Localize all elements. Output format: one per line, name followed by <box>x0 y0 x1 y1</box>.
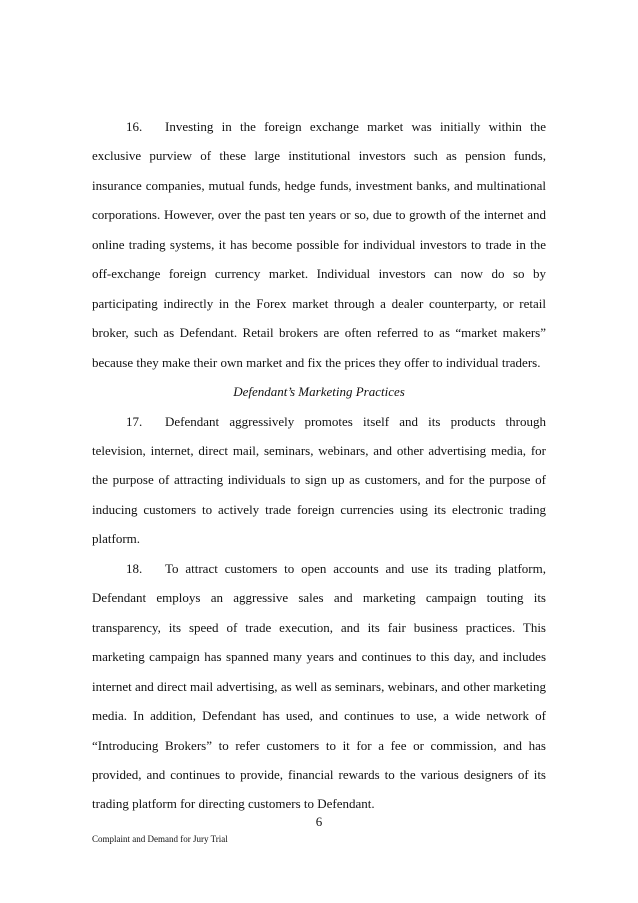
section-heading: Defendant’s Marketing Practices <box>233 384 405 400</box>
paragraph-17 <box>92 407 546 554</box>
paragraph-number: 18. <box>126 560 143 576</box>
paragraph-text: To attract customers to open accounts and use its trading platform, Defendant employs an aggressive sales and marketing campaign touting its transparency, its speed of trade execution, and its fair business practices. This marketing campaign has spanned many years and continues to this day, and includes internet and direct mail advertising, as well as seminars, webinars, and other marketing media. In addition, Defendant has used, and continues to use, a wide network of “Introducing Brokers” to refer customers to it for a fee or commission, and has provided, and continues to provide, financial rewards to the various designers of its trading platform for directing customers to Defendant. <box>92 560 546 812</box>
document-body <box>92 112 546 819</box>
paragraph-number: 17. <box>126 413 143 429</box>
paragraph-text: Investing in the foreign exchange market was initially within the exclusive purview of these large institutional investors such as pension funds, insurance companies, mutual funds, hedge funds, investment banks, and multinational corporations. However, over the past ten years or so, due to growth of the internet and online trading systems, it has become possible for individual investors to trade in the off-exchange foreign currency market. Individual investors can now do so by participating indirectly in the Forex market through a dealer counterparty, or retail broker, such as Defendant. Retail brokers are often referred to as “market makers” because they make their own market and fix the prices they offer to individual traders. <box>92 119 546 370</box>
paragraph-number: 16. <box>126 119 143 134</box>
paragraph-18 <box>92 554 546 819</box>
paragraph-16 <box>92 112 546 377</box>
page-number: 6 <box>315 814 323 829</box>
paragraph-text: Defendant aggressively promotes itself and its products through television, internet, direct mail, seminars, webinars, and other advertising media, for the purpose of attracting individuals to sign up as customers, and for the purpose of inducing customers to actively trade foreign currencies using its electronic trading platform. <box>92 413 546 547</box>
footer-caption: Complaint and Demand for Jury Trial <box>92 834 228 844</box>
